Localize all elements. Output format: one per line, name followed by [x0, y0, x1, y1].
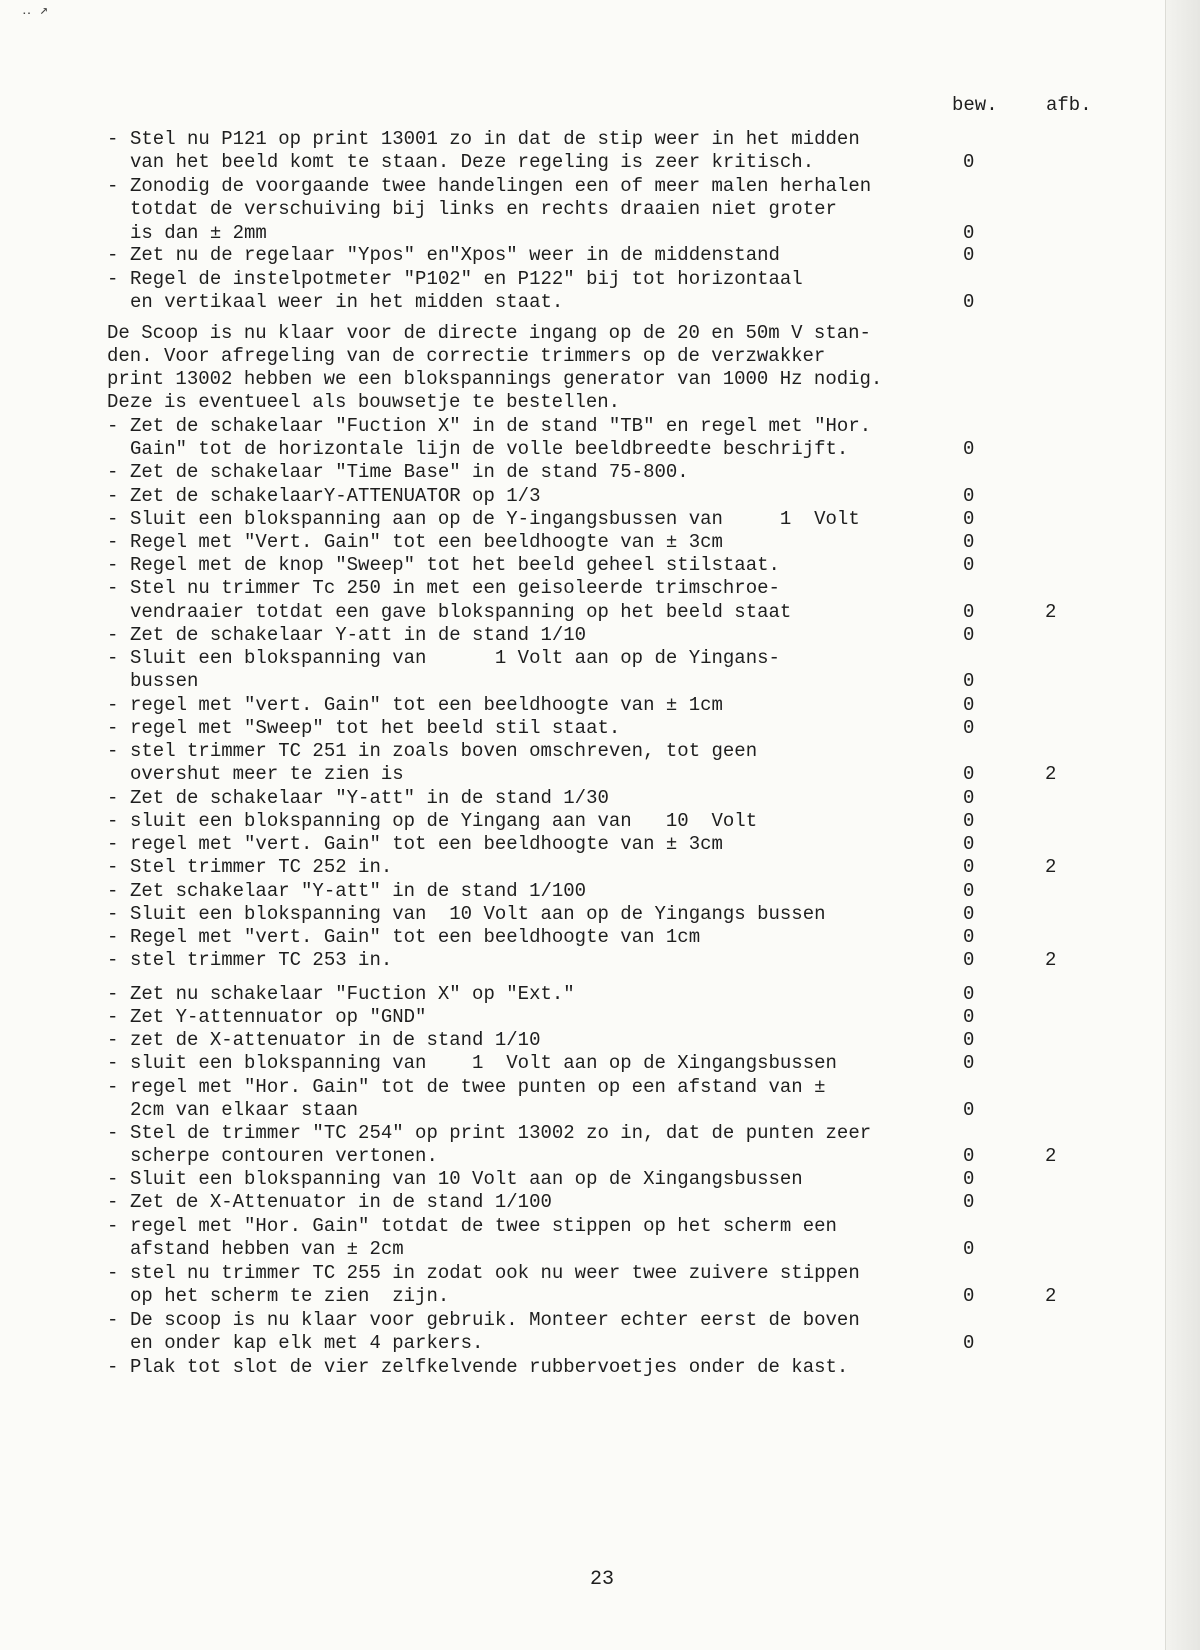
bew-mark: 0 — [963, 1285, 975, 1307]
bew-mark: 0 — [963, 694, 975, 716]
instruction-text: Regel met de knop "Sweep" tot het beeld geheel stilstaat. — [130, 554, 780, 576]
instruction-line — [0, 198, 1200, 220]
instruction-line — [0, 1006, 1200, 1028]
instruction-text: den. Voor afregeling van de correctie trimmers op de verzwakker — [107, 345, 826, 367]
instruction-line — [0, 268, 1200, 290]
instruction-line — [0, 1122, 1200, 1144]
bullet-dash: - — [107, 1076, 119, 1098]
instruction-text: Zet de schakelaar Y-att in de stand 1/10 — [130, 624, 587, 646]
bew-mark: 0 — [963, 1006, 975, 1028]
instruction-line — [0, 1145, 1200, 1167]
instruction-line — [0, 1309, 1200, 1331]
instruction-line — [0, 151, 1200, 173]
instruction-text: van het beeld komt te staan. Deze regeling is zeer kritisch. — [130, 151, 815, 173]
instruction-line — [0, 903, 1200, 925]
instruction-line — [0, 1215, 1200, 1237]
instruction-line — [0, 983, 1200, 1005]
bullet-dash: - — [107, 949, 119, 971]
instruction-text: regel met "Hor. Gain" totdat de twee stippen op het scherm een — [130, 1215, 837, 1237]
bullet-dash: - — [107, 787, 119, 809]
instruction-line — [0, 717, 1200, 739]
bew-mark: 0 — [963, 833, 975, 855]
bew-mark: 0 — [963, 601, 975, 623]
column-header-afb: afb. — [1046, 94, 1092, 116]
bew-mark: 0 — [963, 903, 975, 925]
instruction-line — [0, 1099, 1200, 1121]
bullet-dash: - — [107, 833, 119, 855]
instruction-line — [0, 624, 1200, 646]
instruction-line — [0, 833, 1200, 855]
instruction-line — [0, 880, 1200, 902]
afb-mark: 2 — [1045, 601, 1057, 623]
bew-mark: 0 — [963, 670, 975, 692]
instruction-text: Zet de schakelaar "Time Base" in de stand 75-800. — [130, 461, 689, 483]
bullet-dash: - — [107, 1215, 119, 1237]
afb-mark: 2 — [1045, 949, 1057, 971]
bullet-dash: - — [107, 1262, 119, 1284]
instruction-text: Plak tot slot de vier zelfkelvende rubbervoetjes onder de kast. — [130, 1356, 849, 1378]
instruction-text: regel met "Hor. Gain" tot de twee punten op een afstand van ± — [130, 1076, 826, 1098]
bew-mark: 0 — [963, 926, 975, 948]
instruction-line — [0, 554, 1200, 576]
instruction-text: Regel met "vert. Gain" tot een beeldhoogte van 1cm — [130, 926, 701, 948]
bullet-dash: - — [107, 1052, 119, 1074]
instruction-text: is dan ± 2mm — [130, 222, 267, 244]
instruction-text: Stel nu trimmer Tc 250 in met een geisoleerde trimschroe- — [130, 577, 780, 599]
instruction-line — [0, 601, 1200, 623]
instruction-text: totdat de verschuiving bij links en rechts draaien niet groter — [130, 198, 837, 220]
instruction-text: sluit een blokspanning op de Yingang aan van 10 Volt — [130, 810, 758, 832]
bullet-dash: - — [107, 485, 119, 507]
bew-mark: 0 — [963, 1145, 975, 1167]
instruction-line — [0, 508, 1200, 530]
instruction-text: vendraaier totdat een gave blokspanning op het beeld staat — [130, 601, 792, 623]
bew-mark: 0 — [963, 624, 975, 646]
instruction-line — [0, 949, 1200, 971]
instruction-line — [0, 1191, 1200, 1213]
bullet-dash: - — [107, 268, 119, 290]
instruction-line — [0, 244, 1200, 266]
instruction-line — [0, 670, 1200, 692]
instruction-text: Zet nu schakelaar "Fuction X" op "Ext." — [130, 983, 575, 1005]
instruction-text: Stel trimmer TC 252 in. — [130, 856, 393, 878]
instruction-line — [0, 647, 1200, 669]
instruction-text: Zet nu de regelaar "Ypos" en"Xpos" weer in de middenstand — [130, 244, 780, 266]
instruction-text: overshut meer te zien is — [130, 763, 404, 785]
instruction-line — [0, 1076, 1200, 1098]
instruction-text: stel trimmer TC 253 in. — [130, 949, 393, 971]
column-header-bew: bew. — [952, 94, 998, 116]
instruction-text: Regel met "Vert. Gain" tot een beeldhoogte van ± 3cm — [130, 531, 723, 553]
instruction-text: scherpe contouren vertonen. — [130, 1145, 438, 1167]
bew-mark: 0 — [963, 949, 975, 971]
instruction-line — [0, 438, 1200, 460]
instruction-text: regel met "Sweep" tot het beeld stil staat. — [130, 717, 621, 739]
bullet-dash: - — [107, 175, 119, 197]
bullet-dash: - — [107, 880, 119, 902]
instruction-text: Sluit een blokspanning van 10 Volt aan op de Yingangs bussen — [130, 903, 826, 925]
instruction-line — [0, 856, 1200, 878]
bew-mark: 0 — [963, 244, 975, 266]
instruction-line — [0, 1052, 1200, 1074]
instruction-line — [0, 787, 1200, 809]
bew-mark: 0 — [963, 438, 975, 460]
instruction-text: afstand hebben van ± 2cm — [130, 1238, 404, 1260]
bew-mark: 0 — [963, 880, 975, 902]
instruction-line — [0, 1332, 1200, 1354]
instruction-text: Zonodig de voorgaande twee handelingen een of meer malen herhalen — [130, 175, 872, 197]
instruction-text: De Scoop is nu klaar voor de directe ingang op de 20 en 50m V stan- — [107, 322, 871, 344]
instruction-text: Zet Y-attennuator op "GND" — [130, 1006, 427, 1028]
instruction-line — [0, 1029, 1200, 1051]
bullet-dash: - — [107, 1309, 119, 1331]
instruction-text: Zet schakelaar "Y-att" in de stand 1/100 — [130, 880, 587, 902]
bew-mark: 0 — [963, 1238, 975, 1260]
page-number: 23 — [590, 1568, 615, 1591]
instruction-line — [0, 175, 1200, 197]
instruction-line — [0, 485, 1200, 507]
instruction-text: Zet de X-Attenuator in de stand 1/100 — [130, 1191, 552, 1213]
bew-mark: 0 — [963, 810, 975, 832]
instruction-line — [0, 1356, 1200, 1378]
afb-mark: 2 — [1045, 1145, 1057, 1167]
instruction-text: De scoop is nu klaar voor gebruik. Monteer echter eerst de boven — [130, 1309, 860, 1331]
bullet-dash: - — [107, 717, 119, 739]
instruction-text: en onder kap elk met 4 parkers. — [130, 1332, 484, 1354]
bullet-dash: - — [107, 554, 119, 576]
instruction-line — [0, 1262, 1200, 1284]
bullet-dash: - — [107, 244, 119, 266]
bew-mark: 0 — [963, 787, 975, 809]
bew-mark: 0 — [963, 222, 975, 244]
bew-mark: 0 — [963, 1052, 975, 1074]
instruction-text: Zet de schakelaar "Fuction X" in de stand "TB" en regel met "Hor. — [130, 415, 872, 437]
instruction-text: stel trimmer TC 251 in zoals boven omschreven, tot geen — [130, 740, 758, 762]
instruction-text: 2cm van elkaar staan — [130, 1099, 359, 1121]
bullet-dash: - — [107, 903, 119, 925]
bullet-dash: - — [107, 1006, 119, 1028]
instruction-line — [0, 415, 1200, 437]
instruction-line — [0, 128, 1200, 150]
bullet-dash: - — [107, 983, 119, 1005]
bullet-dash: - — [107, 1029, 119, 1051]
bullet-dash: - — [107, 1356, 119, 1378]
instruction-line — [0, 222, 1200, 244]
instruction-text: Sluit een blokspanning van 1 Volt aan op de Yingans- — [130, 647, 780, 669]
instruction-line — [0, 1168, 1200, 1190]
bew-mark: 0 — [963, 1191, 975, 1213]
bullet-dash: - — [107, 461, 119, 483]
instruction-text: stel nu trimmer TC 255 in zodat ook nu weer twee zuivere stippen — [130, 1262, 860, 1284]
bullet-dash: - — [107, 856, 119, 878]
instruction-text: zet de X-attenuator in de stand 1/10 — [130, 1029, 541, 1051]
bullet-dash: - — [107, 508, 119, 530]
instruction-line — [0, 1238, 1200, 1260]
instruction-line — [0, 391, 1200, 413]
bullet-dash: - — [107, 740, 119, 762]
bullet-dash: - — [107, 1168, 119, 1190]
bullet-dash: - — [107, 1191, 119, 1213]
instruction-line — [0, 322, 1200, 344]
bullet-dash: - — [107, 415, 119, 437]
afb-mark: 2 — [1045, 763, 1057, 785]
instruction-text: Stel de trimmer "TC 254" op print 13002 zo in, dat de punten zeer — [130, 1122, 872, 1144]
bew-mark: 0 — [963, 856, 975, 878]
bew-mark: 0 — [963, 1332, 975, 1354]
bew-mark: 0 — [963, 1168, 975, 1190]
instruction-line — [0, 345, 1200, 367]
instruction-text: Zet de schakelaarY-ATTENUATOR op 1/3 — [130, 485, 541, 507]
instruction-line — [0, 291, 1200, 313]
instruction-line — [0, 577, 1200, 599]
instruction-text: op het scherm te zien zijn. — [130, 1285, 450, 1307]
instruction-text: Sluit een blokspanning aan op de Y-ingangsbussen van 1 Volt — [130, 508, 860, 530]
instruction-text: bussen — [130, 670, 199, 692]
bew-mark: 0 — [963, 717, 975, 739]
bullet-dash: - — [107, 128, 119, 150]
afb-mark: 2 — [1045, 1285, 1057, 1307]
instruction-text: en vertikaal weer in het midden staat. — [130, 291, 564, 313]
bullet-dash: - — [107, 577, 119, 599]
bew-mark: 0 — [963, 763, 975, 785]
instruction-line — [0, 926, 1200, 948]
instruction-text: print 13002 hebben we een blokspannings generator van 1000 Hz nodig. — [107, 368, 883, 390]
instruction-text: Gain" tot de horizontale lijn de volle beeldbreedte beschrijft. — [130, 438, 849, 460]
bew-mark: 0 — [963, 291, 975, 313]
bew-mark: 0 — [963, 151, 975, 173]
instruction-line — [0, 368, 1200, 390]
bew-mark: 0 — [963, 531, 975, 553]
instruction-line — [0, 763, 1200, 785]
bew-mark: 0 — [963, 1099, 975, 1121]
bullet-dash: - — [107, 624, 119, 646]
bullet-dash: - — [107, 926, 119, 948]
instruction-text: regel met "vert. Gain" tot een beeldhoogte van ± 3cm — [130, 833, 723, 855]
bew-mark: 0 — [963, 1029, 975, 1051]
bullet-dash: - — [107, 810, 119, 832]
bew-mark: 0 — [963, 554, 975, 576]
instruction-text: Stel nu P121 op print 13001 zo in dat de stip weer in het midden — [130, 128, 860, 150]
instruction-line — [0, 1285, 1200, 1307]
bullet-dash: - — [107, 647, 119, 669]
instruction-line — [0, 531, 1200, 553]
instruction-text: Deze is eventueel als bouwsetje te bestellen. — [107, 391, 621, 413]
instruction-line — [0, 740, 1200, 762]
bullet-dash: - — [107, 694, 119, 716]
bew-mark: 0 — [963, 485, 975, 507]
instruction-line — [0, 694, 1200, 716]
instruction-text: regel met "vert. Gain" tot een beeldhoogte van ± 1cm — [130, 694, 723, 716]
bullet-dash: - — [107, 531, 119, 553]
corner-mark: ‥ ↗ — [22, 3, 49, 19]
instruction-line — [0, 461, 1200, 483]
instruction-text: Regel de instelpotmeter "P102" en P122" bij tot horizontaal — [130, 268, 803, 290]
instruction-line — [0, 810, 1200, 832]
instruction-text: Zet de schakelaar "Y-att" in de stand 1/30 — [130, 787, 609, 809]
instruction-text: Sluit een blokspanning van 10 Volt aan op de Xingangsbussen — [130, 1168, 803, 1190]
instruction-text: sluit een blokspanning van 1 Volt aan op de Xingangsbussen — [130, 1052, 837, 1074]
bew-mark: 0 — [963, 983, 975, 1005]
afb-mark: 2 — [1045, 856, 1057, 878]
bullet-dash: - — [107, 1122, 119, 1144]
bew-mark: 0 — [963, 508, 975, 530]
